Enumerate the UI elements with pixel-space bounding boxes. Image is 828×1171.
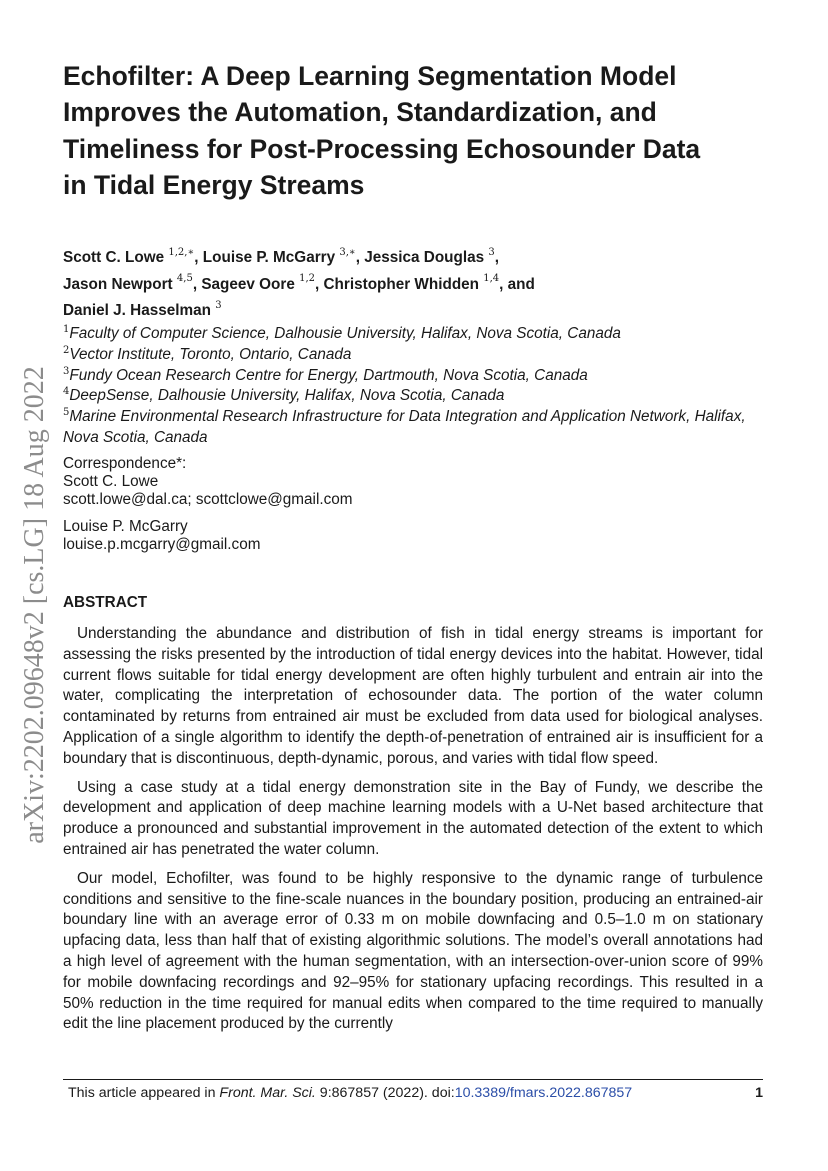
correspondent-email[interactable]: scott.lowe@dal.ca; scottclowe@gmail.com — [63, 490, 353, 508]
spacer — [63, 508, 763, 518]
correspondence-label: Correspondence*: — [63, 455, 187, 472]
author: Jessica Douglas $^3$ — [364, 246, 495, 266]
author-affiliation-marks: 1,2 — [299, 273, 315, 285]
author: Christopher Whidden $^{1,4}$ — [323, 273, 500, 293]
author-affiliation-marks: 3,∗ — [339, 246, 356, 258]
author: Daniel J. Hasselman $^3$ — [63, 299, 222, 319]
arxiv-identifier[interactable]: arXiv:2202.09648v2 [cs.LG] 18 Aug 2022 — [19, 366, 50, 844]
author-list: Scott C. Lowe $^{1,2,∗}$, Louise P. McGarry $^{3,∗}$, Jessica Douglas $^3$, Jason Newport $^{4,5}$, Sageev Oore $^{1,2}$, Christopher Whidden $^{1,4}$, and Daniel J. Hasselman $^3$ — [63, 246, 535, 319]
affiliation: $^3$Fundy Ocean Research Centre for Energy, Dartmouth, Nova Scotia, Canada — [63, 365, 588, 384]
paper-title: Echofilter: A Deep Learning Segmentation Model Improves the Automation, Standardization, and Timeliness for Post-Processing Echosounder Data in Tidal Energy Streams — [63, 61, 701, 200]
correspondence-block — [63, 455, 763, 554]
affiliation: $^4$DeepSense, Dalhousie University, Halifax, Nova Scotia, Canada — [63, 386, 505, 405]
author-affiliation-marks: 4,5 — [176, 273, 193, 285]
affiliation: $^5$Marine Environmental Research Infrastructure for Data Integration and Application Network, Halifax, Nova Scotia, Canada — [63, 407, 746, 446]
journal-name: Front. Mar. Sci. — [219, 1085, 316, 1101]
abstract-body — [63, 624, 763, 1043]
abstract-paragraph: Our model, Echofilter, was found to be highly responsive to the dynamic range of turbulence conditions and sensitive to the fine-scale nuances in the boundary position, producing an entrained-air boundary line with an average error of 0.33 m on mobile downfacing and 0.5–1.0 m on stationary upfacing data, less than half that of existing algorithmic solutions. The model’s overall annotations had a high level of agreement with the human segmentation, with an intersection-over-union score of 99% for mobile downfacing recordings and 92–95% for stationary upfacing recordings. This resulted in a 50% reduction in the time required for manual edits when compared to the time required to manually edit the line placement produced by the currently — [63, 869, 763, 1033]
author-affiliation-marks: 3 — [488, 246, 495, 258]
author-affiliation-marks: 3 — [215, 299, 222, 311]
author-affiliation-marks: 1,4 — [483, 273, 500, 285]
abstract-heading: ABSTRACT — [63, 594, 148, 611]
abstract-paragraph: Understanding the abundance and distribution of fish in tidal energy streams is important for assessing the risks presented by the introduction of tidal energy devices into the habitat. However, tidal current flows suitable for tidal energy development are often highly turbulent and entrain air into the water, complicating the interpretation of echosounder data. The portion of the water column contaminated by returns from entrained air must be excluded from data used for biological analyses. Application of a single algorithm to identify the depth-of-penetration of entrained air is insufficient for a boundary that is discontinuous, depth-dynamic, porous, and varies with tidal flow speed. — [63, 625, 763, 767]
correspondent-name: Scott C. Lowe — [63, 472, 159, 490]
affiliation: $^2$Vector Institute, Toronto, Ontario, Canada — [63, 344, 352, 363]
correspondent-email[interactable]: louise.p.mcgarry@gmail.com — [63, 536, 261, 554]
page-number: 1 — [755, 1085, 763, 1101]
abstract-paragraph: Using a case study at a tidal energy demonstration site in the Bay of Fundy, we describe the development and application of deep machine learning models with a U-Net based architecture that produce a pronounced and substantial improvement in the automated detection of the extent to which entrained air has penetrated the water column. — [63, 778, 763, 858]
page-footer — [68, 1084, 763, 1102]
citation-line: This article appeared in Front. Mar. Sci. 9:867857 (2022). doi:10.3389/fmars.2022.867857 — [68, 1085, 633, 1101]
author: Scott C. Lowe $^{1,2,∗}$ — [63, 246, 195, 266]
author: Louise P. McGarry $^{3,∗}$ — [202, 246, 356, 266]
author-affiliation-marks: 1,2,∗ — [168, 246, 195, 258]
footer-divider — [63, 1079, 763, 1080]
author: Sageev Oore $^{1,2}$ — [201, 273, 315, 293]
correspondent-name: Louise P. McGarry — [63, 518, 188, 536]
author: Jason Newport $^{4,5}$ — [63, 273, 193, 293]
affiliation-list — [63, 324, 763, 449]
affiliation: $^1$Faculty of Computer Science, Dalhousie University, Halifax, Nova Scotia, Canada — [63, 323, 621, 342]
doi-link[interactable]: 10.3389/fmars.2022.867857 — [454, 1085, 633, 1101]
arxiv-watermark — [10, 355, 60, 855]
